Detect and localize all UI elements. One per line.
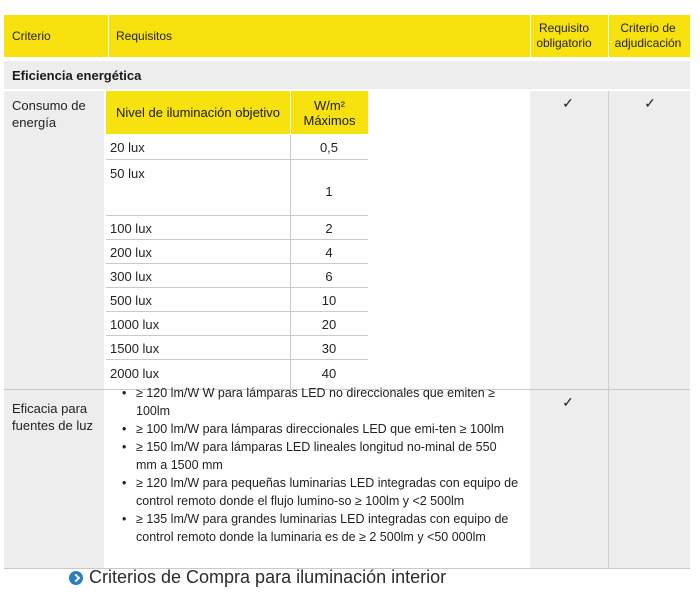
list-item: • ≥ 120 lm/W W para lámparas LED no direccionales que emiten ≥ 100lm	[120, 384, 520, 420]
valor-cell: 4	[325, 245, 333, 260]
inner-header-max: Máximos	[303, 112, 356, 128]
nivel-cell: 2000 lux	[110, 366, 160, 381]
row-criterio-eficacia: Eficacia para fuentes de luz	[12, 401, 93, 433]
chevron-right-icon	[69, 571, 83, 585]
requirements-list	[120, 384, 520, 546]
inner-table-row	[106, 216, 368, 240]
header-criterio-adjudicacion: Criterio de adjudicación	[614, 21, 682, 50]
valor-cell: 6	[325, 269, 333, 284]
section-title: Eficiencia energética	[4, 61, 690, 89]
valor-cell: 0,5	[319, 140, 339, 155]
header-requisitos: Requisitos	[116, 29, 173, 43]
column-divider	[608, 91, 609, 569]
valor-cell: 2	[325, 221, 333, 236]
figure-caption	[69, 567, 446, 588]
check-obligatorio-consumo: ✓	[562, 95, 574, 111]
inner-header-wm2	[290, 91, 368, 134]
list-item: • ≥ 150 lm/W para lámparas LED lineales longitud no-minal de 550 mm a 1500 mm	[120, 438, 520, 474]
list-item: • ≥ 135 lm/W para grandes luminarias LED integradas con equipo de control remoto donde la luminaria es de ≥ 2 500lm y <50 000lm	[120, 510, 520, 546]
valor-cell: 30	[321, 341, 337, 356]
list-item: • ≥ 100 lm/W para lámparas direccionales LED que emi-ten ≥ 100lm	[120, 420, 520, 438]
valor-cell: 20	[321, 317, 337, 332]
header-criterio: Criterio	[12, 29, 51, 43]
inner-table-row	[106, 240, 368, 264]
valor-cell: 40	[321, 366, 337, 381]
criterio-column-fill	[4, 91, 104, 569]
inner-table-header	[106, 91, 368, 134]
inner-header-nivel: Nivel de iluminación objetivo	[116, 105, 281, 120]
nivel-cell: 200 lux	[110, 245, 152, 260]
nivel-cell: 1500 lux	[110, 341, 160, 356]
row-criterio-consumo: Consumo de energía	[12, 98, 86, 130]
inner-table-row	[106, 160, 368, 216]
inner-table-row	[106, 312, 368, 336]
valor-cell: 1	[325, 184, 333, 199]
inner-table-row	[106, 336, 368, 360]
nivel-cell: 300 lux	[110, 269, 152, 284]
header-divider	[108, 15, 109, 57]
check-adjudicacion-consumo: ✓	[644, 95, 656, 111]
list-item: • ≥ 120 lm/W para pequeñas luminarias LED integradas con equipo de control remoto donde el flujo lumino-so ≥ 100lm y <2 500lm	[120, 474, 520, 510]
nivel-cell: 100 lux	[110, 221, 152, 236]
nivel-cell: 500 lux	[110, 293, 152, 308]
header-requisito-obligatorio: Requisito obligatorio	[536, 21, 592, 50]
inner-header-unit: W/m²	[313, 97, 346, 113]
nivel-cell: 50 lux	[110, 166, 145, 181]
valor-cell: 10	[321, 293, 337, 308]
inner-table-row	[106, 264, 368, 288]
nivel-cell: 1000 lux	[110, 317, 160, 332]
inner-table-row	[106, 135, 368, 160]
inner-table-row	[106, 288, 368, 312]
checks-column-fill	[530, 91, 690, 569]
nivel-cell: 20 lux	[110, 140, 145, 155]
caption-text: Criterios de Compra para iluminación interior	[89, 567, 447, 587]
check-obligatorio-eficacia: ✓	[562, 394, 574, 410]
table-header	[4, 15, 690, 57]
